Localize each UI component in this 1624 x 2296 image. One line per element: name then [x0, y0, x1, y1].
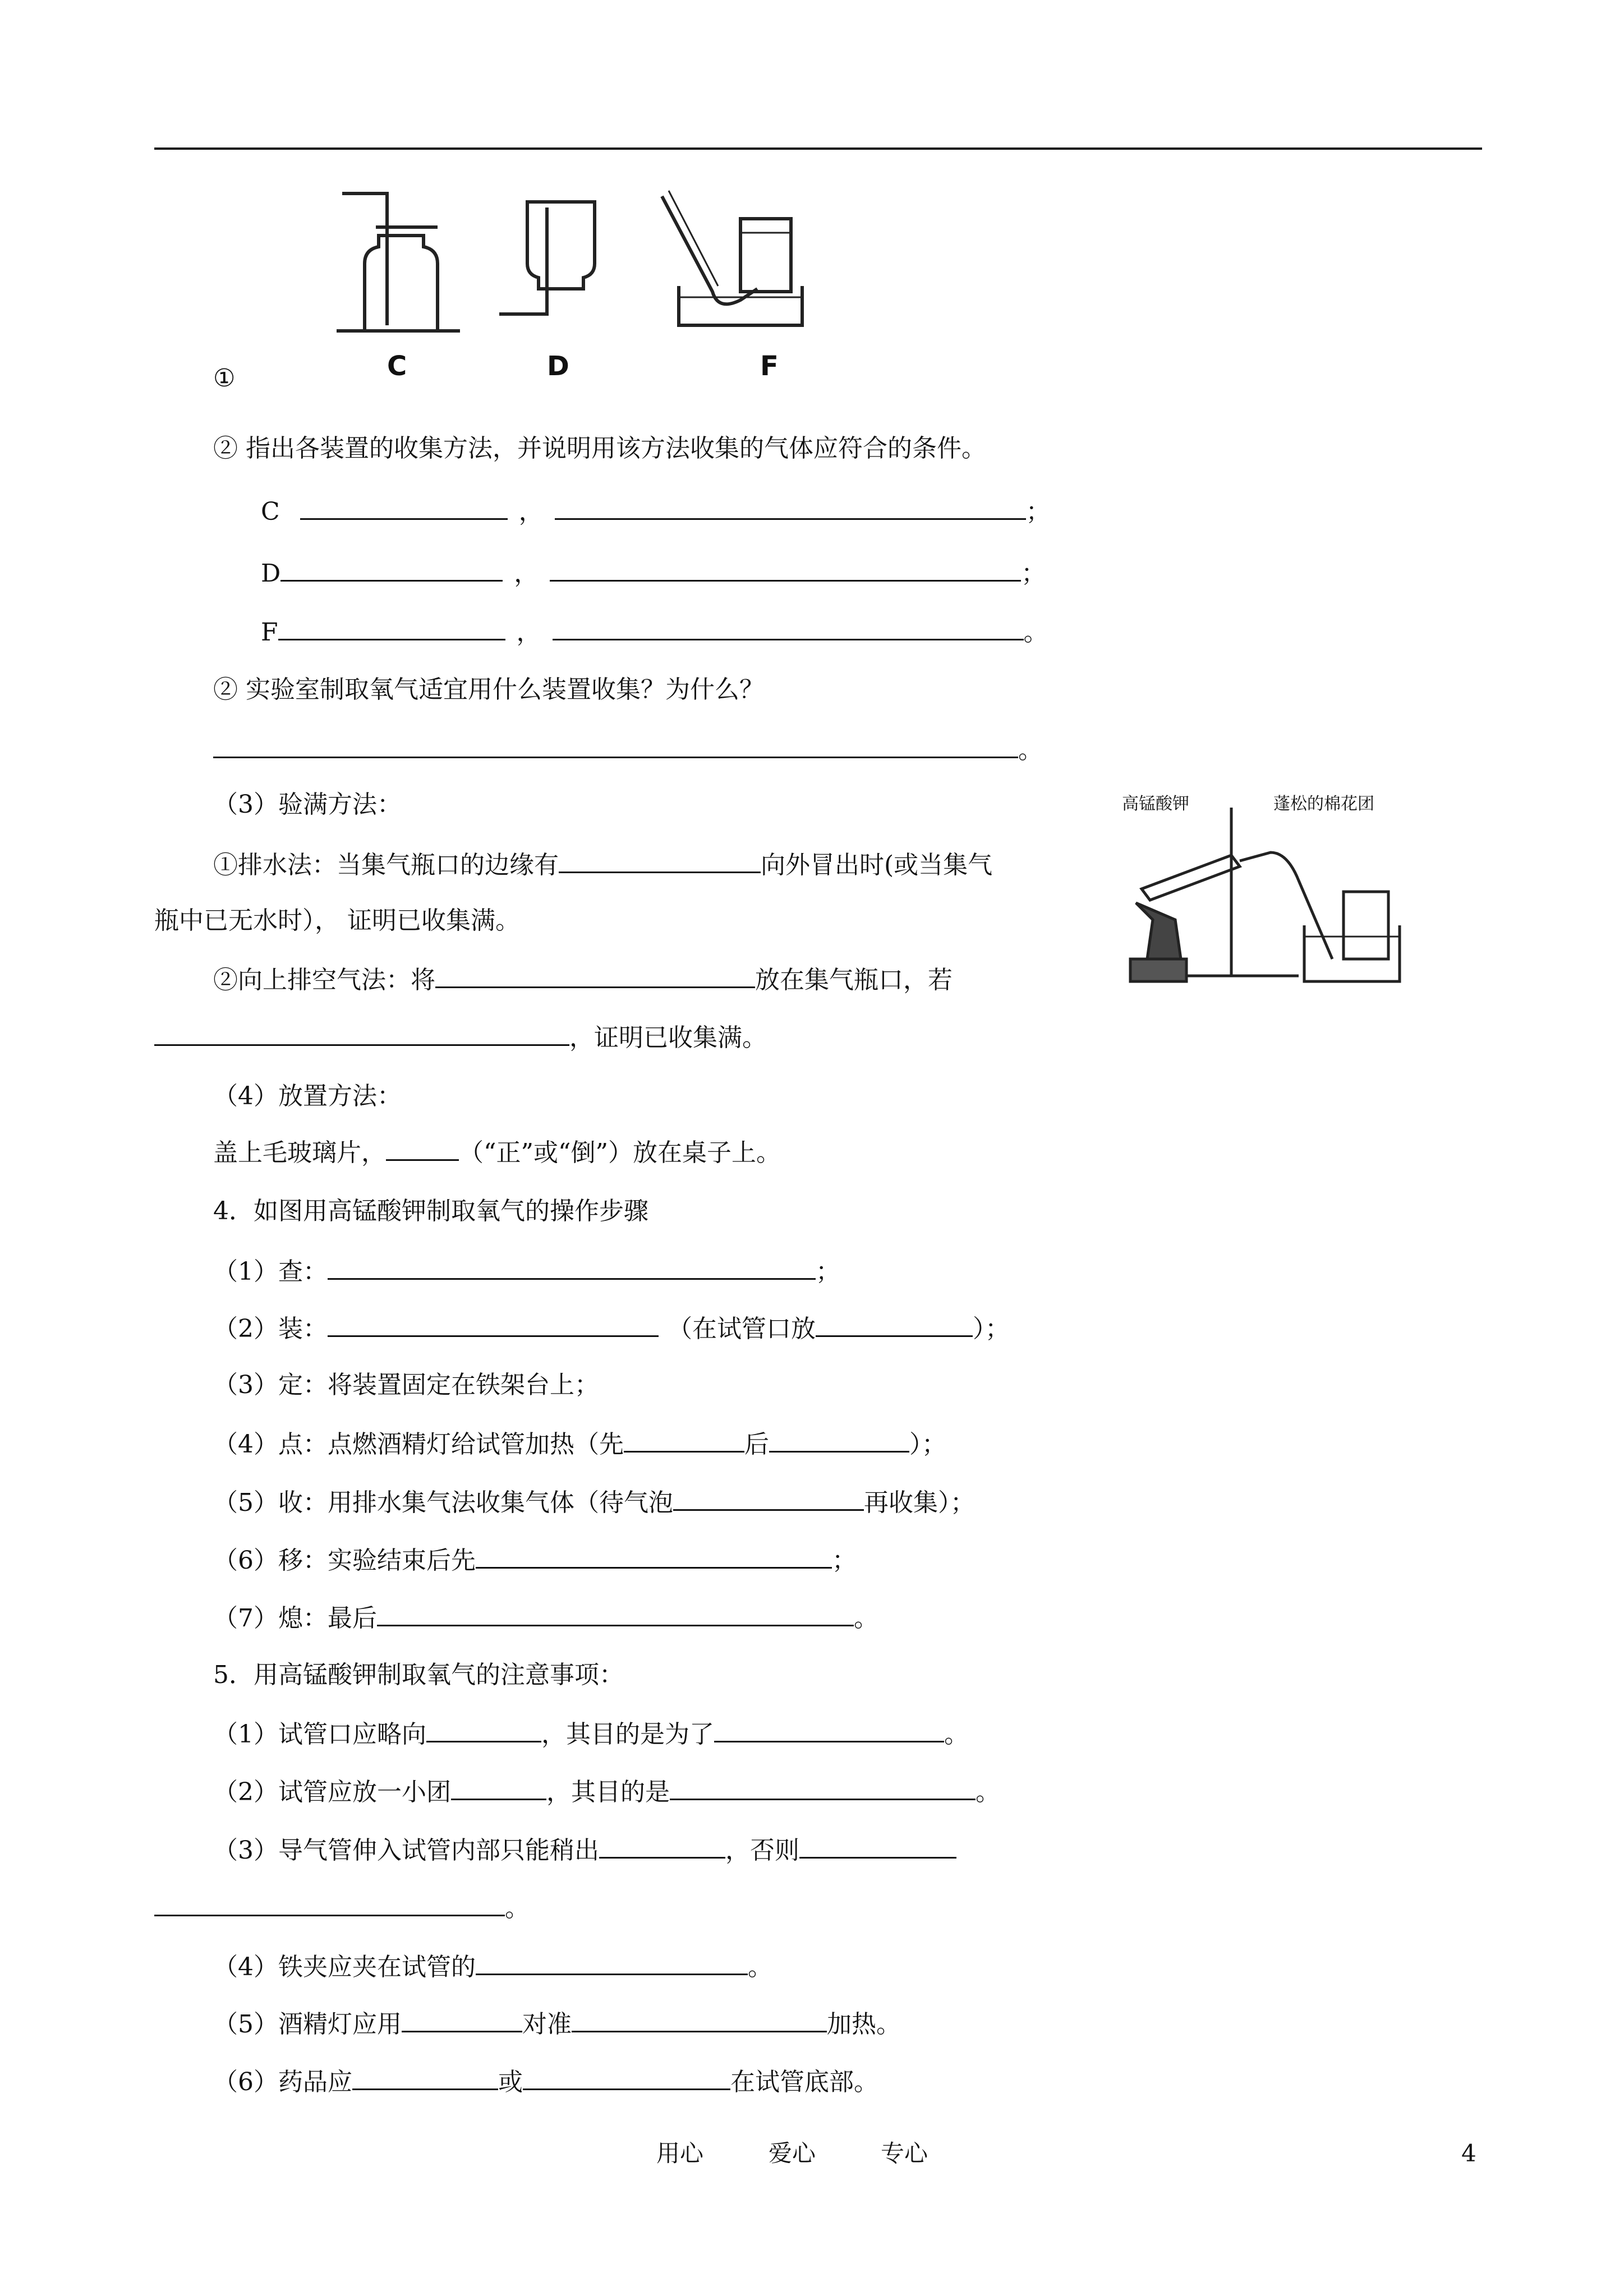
text: （5）收：用排水集气法收集气体（待气泡: [213, 1488, 673, 1517]
blank[interactable]: [523, 2064, 730, 2090]
q5-item3-cont: [154, 1890, 530, 1925]
text: 盖上毛玻璃片，: [213, 1138, 386, 1167]
q4-item6: [213, 1542, 857, 1578]
label-c: C: [387, 351, 407, 382]
q4-item5: [213, 1484, 975, 1520]
blank[interactable]: [673, 1484, 864, 1511]
blank[interactable]: [555, 494, 1026, 520]
text: ）；: [973, 1315, 1010, 1343]
blank[interactable]: [559, 847, 761, 873]
text: 加热。: [827, 2010, 901, 2039]
q4-item2: [213, 1311, 1010, 1346]
text: ；: [816, 1257, 840, 1286]
footer-a: 用心: [656, 2140, 704, 2167]
row-label: D: [261, 559, 281, 588]
s3-title: （3）验满方法：: [213, 790, 402, 819]
comma: ，: [516, 618, 541, 647]
blank[interactable]: [476, 1949, 748, 1975]
blank[interactable]: [624, 1426, 744, 1453]
blank[interactable]: [154, 1890, 505, 1916]
footer-b: 爱心: [769, 2140, 816, 2167]
label-d: D: [547, 351, 569, 382]
text: 。: [944, 1720, 969, 1749]
text: （2）试管应放一小团: [213, 1778, 451, 1806]
q5-item4: [213, 1949, 772, 1984]
row-end: ；: [1021, 559, 1046, 588]
q5-item1: [213, 1716, 969, 1751]
q5-title: 5．用高锰酸钾制取氧气的注意事项：: [213, 1661, 624, 1689]
text: （3）导气管伸入试管内部只能稍出: [213, 1836, 599, 1865]
blank[interactable]: [426, 1716, 541, 1742]
blank[interactable]: [599, 1832, 725, 1859]
text: ，其目的是: [546, 1778, 670, 1806]
kmno4-setup-figure: [1119, 791, 1411, 993]
text: ，其目的是为了: [541, 1720, 714, 1749]
q4-item1: [213, 1253, 840, 1289]
blank[interactable]: [553, 614, 1024, 640]
comma: ，: [514, 559, 539, 588]
text: ；: [832, 1546, 857, 1575]
text: 。: [976, 1778, 1000, 1806]
blank[interactable]: [213, 732, 1018, 758]
q2-row-f: [261, 614, 1048, 649]
text: ②向上排空气法：将: [213, 966, 435, 994]
q4-title: 4．如图用高锰酸钾制取氧气的操作步骤: [213, 1197, 648, 1225]
blank[interactable]: [550, 555, 1021, 582]
q5-item5: [213, 2006, 901, 2041]
text: （“正”或“倒”）放在桌子上。: [459, 1138, 781, 1167]
text: 。: [748, 1953, 772, 1981]
text: （7）熄：最后: [213, 1604, 377, 1633]
text: （1）试管口应略向: [213, 1720, 426, 1749]
comma: ，: [518, 497, 544, 526]
q5-item3: [213, 1832, 956, 1868]
s4-line: [213, 1135, 781, 1170]
blank[interactable]: [799, 1832, 956, 1859]
blank[interactable]: [769, 1426, 909, 1453]
text: （4）铁夹应夹在试管的: [213, 1953, 476, 1981]
blank[interactable]: [714, 1716, 944, 1742]
text: 在试管底部。: [730, 2068, 878, 2096]
text: 或: [498, 2068, 523, 2096]
q5-item6: [213, 2064, 878, 2099]
blank[interactable]: [328, 1253, 816, 1280]
q4-item7: [213, 1600, 878, 1635]
s3-line4: [154, 1020, 767, 1055]
figure-marker: ①: [213, 364, 236, 393]
blank[interactable]: [435, 962, 755, 988]
text: （2）装：: [213, 1315, 328, 1343]
s3-line3: [213, 962, 953, 997]
row-label: C: [261, 497, 280, 526]
header-rule: [154, 147, 1482, 150]
s3-line2: 瓶中已无水时）， 证明已收集满。: [154, 906, 520, 935]
text: （5）酒精灯应用: [213, 2010, 402, 2039]
q5-item2: [213, 1774, 1000, 1809]
text: 。: [854, 1604, 878, 1633]
collection-apparatus-figure: [325, 185, 830, 353]
q2b-prompt: ② 实验室制取氧气适宜用什么装置收集？为什么？: [213, 675, 764, 704]
q2-prompt: ② 指出各装置的收集方法，并说明用该方法收集的气体应符合的条件。: [213, 434, 986, 463]
blank[interactable]: [476, 1542, 832, 1569]
end-mark: 。: [1018, 736, 1043, 764]
q2-row-c: [261, 494, 1051, 529]
text: （1）查：: [213, 1257, 328, 1286]
blank[interactable]: [377, 1600, 854, 1626]
blank[interactable]: [402, 2006, 522, 2032]
blank[interactable]: [670, 1774, 976, 1800]
label-cotton: 蓬松的棉花团: [1273, 794, 1374, 814]
label-f: F: [760, 351, 779, 382]
text: 向外冒出时(或当集气: [761, 851, 993, 879]
row-end: ；: [1025, 497, 1051, 526]
text: 再收集）；: [864, 1488, 975, 1517]
text: （6）药品应: [213, 2068, 352, 2096]
blank[interactable]: [451, 1774, 546, 1800]
blank[interactable]: [300, 494, 508, 520]
blank[interactable]: [386, 1135, 459, 1161]
text: 对准: [522, 2010, 572, 2039]
blank[interactable]: [278, 614, 505, 640]
blank[interactable]: [816, 1311, 973, 1337]
blank[interactable]: [280, 555, 503, 582]
q4-item4: [213, 1426, 946, 1461]
blank[interactable]: [352, 2064, 498, 2090]
s3-line1: [213, 847, 992, 882]
text: ）；: [909, 1430, 946, 1459]
text: 。: [505, 1894, 530, 1922]
text: （4）点：点燃酒精灯给试管加热（先: [213, 1430, 624, 1459]
blank[interactable]: [154, 1020, 569, 1046]
blank[interactable]: [572, 2006, 827, 2032]
page-number: 4: [1461, 2140, 1476, 2167]
text: ，证明已收集满。: [569, 1023, 767, 1052]
label-kmno4: 高锰酸钾: [1122, 794, 1189, 814]
s4-title: （4）放置方法：: [213, 1082, 402, 1110]
q4-item3: （3）定：将装置固定在铁架台上；: [213, 1371, 599, 1399]
blank[interactable]: [328, 1311, 659, 1337]
text: ①排水法：当集气瓶口的边缘有: [213, 851, 559, 879]
footer-c: 专心: [881, 2140, 928, 2167]
text: 放在集气瓶口，若: [755, 966, 953, 994]
q2-row-d: [261, 555, 1046, 591]
text: ，否则: [725, 1836, 799, 1865]
row-label: F: [261, 618, 278, 647]
row-end: 。: [1023, 618, 1048, 647]
text: 后: [744, 1430, 769, 1459]
q2b-answer-line: [213, 732, 1043, 767]
text: （6）移：实验结束后先: [213, 1546, 476, 1575]
text: （在试管口放: [668, 1315, 816, 1343]
